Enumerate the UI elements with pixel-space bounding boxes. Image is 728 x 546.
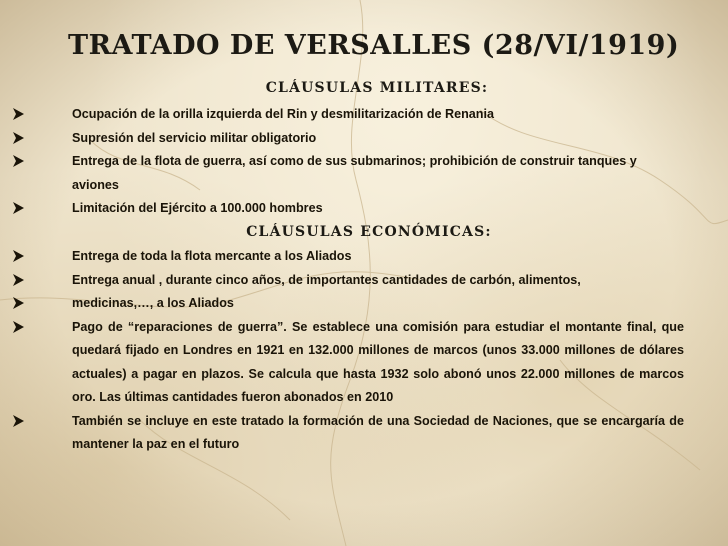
- page-title: TRATADO DE VERSALLES (28/VI/1919): [68, 30, 680, 61]
- list-item-text: Limitación del Ejército a 100.000 hombres: [72, 201, 323, 215]
- list-item: [0, 245, 728, 269]
- list-item-text: Supresión del servicio militar obligatorio: [72, 130, 317, 145]
- economic-clauses-heading: CLÁUSULAS ECONÓMICAS:: [246, 224, 492, 240]
- arrowhead-bullet-icon: [12, 107, 25, 121]
- list-item-text: Entrega anual , durante cinco años, de importantes cantidades de carbón, alimentos,: [72, 272, 581, 287]
- arrowhead-bullet-icon: [12, 201, 25, 215]
- list-item: [0, 197, 728, 221]
- list-item-text: Ocupación de la orilla izquierda del Rin y desmilitarización de Renania: [72, 107, 495, 121]
- list-item-text: Entrega de la flota de guerra, así como de sus submarinos; prohibición de construir tanques y aviones: [72, 154, 637, 192]
- arrowhead-bullet-icon: [12, 154, 25, 168]
- arrowhead-bullet-icon: [12, 131, 25, 145]
- arrowhead-bullet-icon: [12, 296, 25, 310]
- list-item-text: Pago de “reparaciones de guerra”. Se establece una comisión para estudiar el montante final, que quedará fijado en Londres en 1921 en 132.000 millones de marcos (unos 33.000 millones de dólares actuales) a pagar en plazos. Se calcula que hasta 1932 solo abonó unos 22.000 millones de marcos oro. Las últimas cantidades fueron abonados en 2010: [72, 319, 684, 404]
- list-item: [0, 127, 728, 151]
- arrowhead-bullet-icon: [12, 273, 25, 287]
- list-item-text: Entrega de toda la flota mercante a los Aliados: [72, 249, 352, 263]
- list-item: [0, 410, 728, 457]
- military-clauses-heading: CLÁUSULAS MILITARES:: [265, 80, 489, 96]
- arrowhead-bullet-icon: [12, 414, 25, 428]
- military-clauses-list: [0, 103, 728, 221]
- economic-clauses-list: [0, 245, 728, 457]
- list-item-text: medicinas,…, a los Aliados: [72, 296, 234, 310]
- list-item: [0, 292, 728, 316]
- list-item-text: También se incluye en este tratado la formación de una Sociedad de Naciones, que se encargaría de mantener la paz en el futuro: [72, 413, 684, 451]
- arrowhead-bullet-icon: [12, 320, 25, 334]
- list-item: [0, 150, 728, 197]
- list-item: [0, 103, 728, 127]
- arrowhead-bullet-icon: [12, 249, 25, 263]
- list-item: [0, 316, 728, 410]
- list-item: [0, 269, 728, 293]
